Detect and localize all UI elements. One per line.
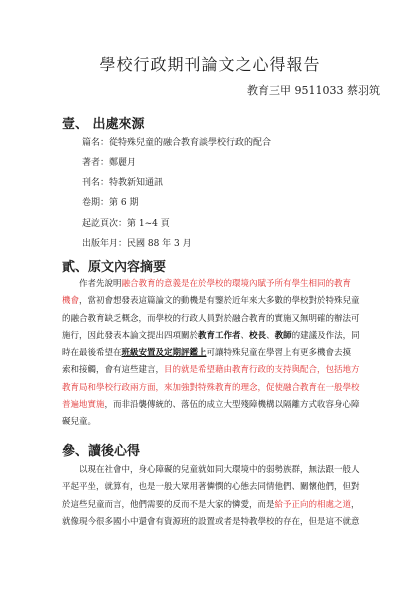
text-line (62, 462, 362, 479)
meta-item-date: 出版年月：民國 88 年 3 月 (82, 239, 192, 249)
body-text: 於這些兒童而言，他們需要的反而不是大家的憐愛，而是 (62, 499, 275, 510)
emphasis-text: 教育工作者 (198, 330, 241, 341)
author-line: 教育三甲 9511033 蔡羽筑 (247, 84, 380, 97)
meta-item-pages: 起訖頁次：第 1~4 頁 (82, 219, 170, 229)
body-text: 、 (266, 330, 275, 341)
text-line (62, 414, 362, 431)
emphasis-text: 普遍地實施 (62, 400, 105, 411)
meta-item-title: 篇名：從特殊兒童的融合教育談學校行政的配合 (82, 138, 272, 148)
section-heading-reflection: 參、讀後心得 (62, 444, 141, 459)
text-line (62, 397, 362, 414)
body-text: ，而非沿襲傳統的、落伍的成立大型殘障機構以隔離方式收容身心障 (104, 400, 360, 411)
emphasis-text: 教育局和學校行政兩方面，來加強對特殊教育的理念，促使融合教育在一般學校 (62, 382, 360, 393)
text-line (62, 345, 362, 362)
text-line (62, 293, 362, 310)
emphasis-text: 校長 (249, 330, 267, 341)
section-heading-source: 壹、 出處來源 (62, 117, 145, 132)
body-text: 作者先說明 (79, 279, 122, 289)
emphasis-text: 教師 (274, 330, 292, 341)
body-text: 索和接觸，會有這些建言， (62, 365, 165, 376)
text-line (62, 276, 362, 293)
body-text: 、 (240, 330, 250, 341)
body-text: ， (351, 499, 360, 510)
text-line (62, 497, 362, 514)
reflection-paragraph (62, 462, 362, 531)
text-line (62, 328, 362, 345)
body-text: 礙兒童。 (62, 417, 97, 428)
emphasis-text: 目的就是希望藉由教育行政的支持與配合，包括地方 (164, 365, 360, 376)
page-title: 學校行政期刊論文之心得報告 (99, 55, 321, 74)
meta-item-issue: 卷期：第 6 期 (82, 198, 139, 208)
meta-item-author: 著者：鄭麗月 (82, 158, 137, 168)
body-text: 的融合教育缺乏概念，而學校的行政人員對於融合教育的實施又無明確的辦法可 (62, 313, 360, 324)
text-line (62, 311, 362, 328)
emphasis-text: 給予正向的相處之道 (274, 499, 352, 510)
text-line (62, 362, 362, 379)
body-text: ，當初會想發表這篇論文的動機是有鑒於近年來大多數的學校對於特殊兒童 (79, 296, 360, 307)
body-text: 以現在社會中，身心障礙的兒童就如同大環境中的弱勢族群，無法跟一般人 (79, 465, 360, 475)
text-line (62, 514, 362, 531)
body-text: 平起平坐，就算有，也是一般大眾用著憐憫的心態去同情他們、關懷他們，但對 (62, 482, 360, 493)
text-line (62, 479, 362, 496)
body-text: 施行，因此發表本論文提出四項關於 (62, 330, 199, 341)
body-text: 時在最後希望在 (62, 348, 122, 359)
body-text: 可讓特殊兒童在學習上有更多機會去摸 (206, 348, 352, 359)
summary-paragraph (62, 276, 362, 432)
body-text: 就像現今很多國小中還會有資源班的設置或者是特教學校的存在，但是這不就意 (62, 516, 360, 527)
meta-item-journal: 刊名：特教新知通訊 (82, 178, 164, 188)
body-text: 的建議及作法，同 (291, 330, 360, 341)
text-line (62, 380, 362, 397)
emphasis-text: 班級安置及定期評鑑上 (121, 348, 207, 359)
section-heading-summary: 貳、原文內容摘要 (62, 260, 167, 275)
emphasis-text: 機會 (62, 296, 80, 307)
emphasis-text: 融合教育的意義是在於學校的環境內賦予所有學生相同的教育 (121, 279, 352, 289)
